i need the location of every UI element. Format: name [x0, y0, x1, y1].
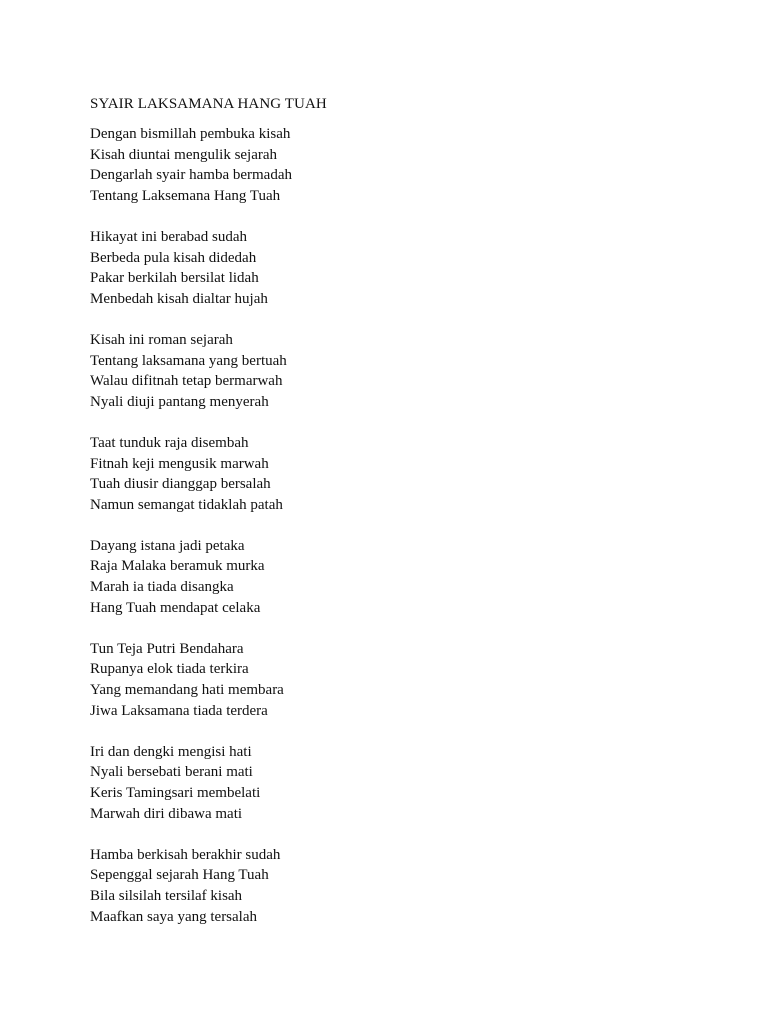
stanza-6 [90, 639, 690, 721]
poem-line: Berbeda pula kisah didedah [90, 249, 257, 266]
poem-line: Pakar berkilah bersilat lidah [90, 270, 259, 287]
poem-line: Kisah diuntai mengulik sejarah [90, 146, 278, 163]
stanza-2 [90, 227, 690, 309]
poem-line: Jiwa Laksamana tiada terdera [90, 702, 268, 719]
poem-line: Keris Tamingsari membelati [90, 785, 261, 801]
poem-line: Walau difitnah tetap bermarwah [90, 373, 283, 390]
poem-line: Rupanya elok tiada terkira [90, 661, 249, 678]
poem-line: Dengan bismillah pembuka kisah [90, 126, 291, 142]
poem-line: Maafkan saya yang tersalah [90, 908, 258, 925]
poem-line: Nyali diuji pantang menyerah [90, 393, 269, 410]
poem-line: Tuah diusir dianggap bersalah [90, 476, 271, 493]
poem-line: Tun Teja Putri Bendahara [90, 640, 244, 657]
poem-line: Fitnah keji mengusik marwah [90, 455, 269, 472]
poem-line: Bila silsilah tersilaf kisah [90, 887, 243, 904]
stanza-5 [90, 536, 690, 618]
poem-line: Marwah diri dibawa mati [90, 805, 243, 822]
poem-line: Nyali bersebati berani mati [90, 764, 253, 781]
poem-line: Dayang istana jadi petaka [90, 537, 245, 554]
poem-line: Namun semangat tidaklah patah [90, 496, 283, 513]
poem-title: SYAIR LAKSAMANA HANG TUAH [90, 96, 327, 112]
poem-line: Menbedah kisah dialtar hujah [90, 290, 268, 307]
poem-line: Hang Tuah mendapat celaka [90, 599, 261, 616]
stanza-4 [90, 433, 690, 515]
poem-line: Raja Malaka beramuk murka [90, 558, 265, 575]
poem-line: Iri dan dengki mengisi hati [90, 743, 252, 760]
poem-line: Tentang Laksemana Hang Tuah [90, 187, 281, 204]
poem-line: Sepenggal sejarah Hang Tuah [90, 867, 269, 884]
stanza-7 [90, 742, 690, 824]
poem-line: Yang memandang hati membara [90, 682, 284, 699]
poem-line: Dengarlah syair hamba bermadah [90, 167, 292, 184]
poem-line: Taat tunduk raja disembah [90, 434, 249, 451]
poem-line: Tentang laksamana yang bertuah [90, 352, 287, 369]
poem-line: Kisah ini roman sejarah [90, 331, 233, 348]
stanza-8 [90, 845, 690, 927]
poem-line: Hikayat ini berabad sudah [90, 228, 248, 245]
stanza-1 [90, 124, 690, 206]
poem-line: Marah ia tiada disangka [90, 579, 234, 596]
poem-line: Hamba berkisah berakhir sudah [90, 846, 281, 863]
stanza-3 [90, 330, 690, 412]
poem-content [90, 94, 690, 948]
